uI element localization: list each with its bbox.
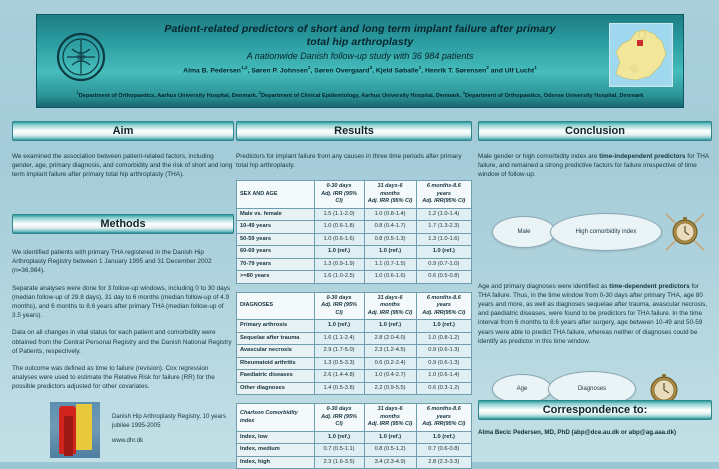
poster-title-line2: total hip arthroplasty [306, 36, 414, 48]
col-header-line2: Adj. IRR (95% CI) [321, 413, 357, 428]
section-header-results: Results [236, 121, 472, 141]
row-label: Avascular necrosis [237, 345, 315, 358]
aim-column [12, 152, 234, 180]
cell-value: 1.6 (1.1-2.4) [314, 332, 364, 345]
row-label: Index, low [237, 431, 315, 444]
cell-value: 2.3 (1.6-3.5) [314, 456, 364, 469]
col-header-line2: Adj. IRR(95% CI) [422, 309, 466, 316]
col-header-line1: 31 days-6 months [377, 183, 403, 197]
methods-column [12, 248, 234, 458]
cell-value: 1.4 (0.5-3.8) [314, 382, 364, 395]
row-label: Other diagnoses [237, 382, 315, 395]
conclusion-p1-bold: time-independent predictors [599, 153, 686, 160]
row-label: Sequelae after trauma [237, 332, 315, 345]
methods-paragraph-2: Separate analyses were done for 3 follow-up windows, including 0 to 30 days (median follow-up of 29.8 days), 31 day to 6 months (median follow-up of 4.9 months), and 6 months to 8.6 years after primary THA (median follow-up of 3.5 years). [12, 284, 231, 320]
table-row [237, 370, 472, 383]
col-header-line2: Adj. IRR(95% CI) [422, 421, 466, 428]
table-header-row [237, 404, 472, 432]
row-label: Index, high [237, 456, 315, 469]
cell-value: 1.0 (ref.) [364, 246, 416, 259]
poster-affiliations: $^1$Department of Orthopaedics, Aarhus University Hospital, Denmark. $^2$Department of Clinical Epidemiology, Aarhus University Hospital, Denmark. $^3$Department of Orthopaedics, Odense University Hospital, Denmark [76, 90, 644, 99]
section-header-aim: Aim [12, 121, 234, 141]
cell-value: 0.9 (0.7-1.0) [416, 258, 471, 271]
methods-paragraph-3: Data on all changes in vital status for each patient and comorbidity were obtained from the Central Personal Registry and the Danish National Registry of Patients, respectively. [12, 329, 232, 355]
table-col-header-0-30-days [314, 404, 364, 432]
table-row [237, 444, 472, 457]
table-col-header-6-months-8.6-years [416, 292, 471, 320]
cell-value: 0.6 (0.3-1.2) [416, 382, 471, 395]
conclusion-column [478, 152, 712, 416]
cell-value: 1.0 (0.6-1.8) [314, 221, 364, 234]
registry-credit-block [12, 402, 234, 458]
bubble-male: Male [492, 216, 556, 248]
col-header-line2: Adj. IRR (95% CI) [321, 190, 357, 205]
col-header-line1: 6 months-8.6 years [426, 406, 461, 420]
section-header-correspondence: Correspondence to: [478, 400, 712, 420]
table-col-header-6-months-8.6-years [416, 404, 471, 432]
correspondence-block [478, 428, 712, 437]
table-row [237, 456, 472, 469]
bubble-high-comorbidity-index: High comorbidity index [550, 213, 662, 251]
row-label: 70-79 years [237, 258, 315, 271]
cell-value: 2.8 (2.3-3.3) [416, 456, 471, 469]
conclusion-p2-bold: time-dependent predictors [609, 282, 690, 290]
results-table-charlson-comorbidity-index [236, 403, 472, 469]
col-header-line1: 31 days-6 months [377, 294, 403, 309]
methods-paragraph-1: We identified patients with primary THA registered in the Danish Hip Arthroplasty Registry between 1 January 1995 and 31 December 2002 (n=36,984). [12, 249, 212, 275]
cell-value: 1.0 (ref.) [416, 431, 471, 444]
cell-value: 0.8 (0.4-1.7) [364, 221, 416, 234]
table-col-header-0-30-days [314, 181, 364, 209]
table-col-header-0-30-days [314, 292, 364, 320]
table-row [237, 208, 472, 221]
bubble-age: Age [492, 374, 552, 404]
table-row [237, 258, 472, 271]
table-corner-label: DIAGNOSES [237, 292, 315, 320]
cell-value: 1.0 (0.4-2.7) [364, 370, 416, 383]
cell-value: 0.8 (0.5-1.3) [364, 233, 416, 246]
cell-value: 0.6 (0.5-0.8) [416, 271, 471, 284]
conclusion-paragraph-1 [478, 152, 712, 180]
cell-value: 1.0 (ref.) [416, 320, 471, 333]
section-header-methods: Methods [12, 214, 234, 234]
table-corner-label: Charlson Comorbidity index [237, 404, 315, 432]
aarhus-university-hospital-seal-icon [55, 31, 107, 83]
crossed-out-clock-icon [664, 212, 706, 252]
row-label: Male vs. female [237, 208, 315, 221]
danish-hip-arthroplasty-registry-cover-icon [50, 402, 100, 458]
cell-value: 1.0 (ref.) [364, 431, 416, 444]
cell-value: 3.4 (2.3-4.9) [364, 456, 416, 469]
cell-value: 1.0 (0.6-1.4) [416, 370, 471, 383]
cell-value: 1.2 (1.0-1.4) [416, 208, 471, 221]
row-label: Index, medium [237, 444, 315, 457]
table-col-header-31-days-6-months [364, 404, 416, 432]
row-label: 60-69 years [237, 246, 315, 259]
table-row [237, 431, 472, 444]
cell-value: 1.5 (1.1-2.0) [314, 208, 364, 221]
row-label: 50-59 years [237, 233, 315, 246]
cell-value: 1.0 (ref.) [364, 320, 416, 333]
col-header-line1: 31 days-6 months [377, 406, 403, 420]
cell-value: 2.3 (1.2-4.5) [364, 345, 416, 358]
poster-title-line1: Patient-related predictors of short and long term implant failure after primary [164, 23, 556, 35]
europe-denmark-map-icon [609, 23, 673, 87]
poster-title-block [117, 23, 603, 76]
results-column [236, 152, 472, 469]
row-label: 10-49 years [237, 221, 315, 234]
registry-credit-text [112, 412, 234, 445]
col-header-line1: 0-30 days [326, 294, 352, 301]
row-label: Rheumatoid arthritis [237, 357, 315, 370]
section-header-conclusion: Conclusion [478, 121, 712, 141]
cell-value: 0.7 (0.6-0.8) [416, 444, 471, 457]
registry-url[interactable]: www.dhr.dk [112, 436, 144, 444]
col-header-line2: Adj. IRR (95% CI) [367, 421, 413, 428]
cell-value: 1.0 (ref.) [314, 246, 364, 259]
time-independent-predictors-diagram [478, 208, 712, 256]
results-table-diagnoses [236, 292, 472, 396]
cell-value: 1.0 (ref.) [314, 320, 364, 333]
cell-value: 1.0 (0.6-1.6) [314, 233, 364, 246]
cell-value: 1.3 (0.5-3.3) [314, 357, 364, 370]
table-header-row [237, 292, 472, 320]
col-header-line1: 6 months-8.6 years [426, 183, 461, 197]
table-corner-label: SEX AND AGE [237, 181, 315, 209]
table-row [237, 246, 472, 259]
conclusion-p1-before: Male gender or high comorbidity index are [478, 153, 600, 160]
cell-value: 0.8 (0.5-1.2) [364, 444, 416, 457]
poster-authors: Alma B. Pedersen$^{1,2}$, Søren P. Johnsen$^2$, Søren Overgaard$^3$, Kjeld Søballe$^1$, Henrik T. Sørensen$^2$ and Ulf Lucht$^1$ [183, 66, 537, 75]
table-row [237, 332, 472, 345]
bubble-diagnoses: Diagnoses [548, 371, 636, 407]
cell-value: 1.7 (1.3-2.3) [416, 221, 471, 234]
col-header-line2: Adj. IRR (95% CI) [367, 198, 413, 205]
poster-header-banner [36, 14, 684, 108]
col-header-line2: Adj. IRR (95% CI) [367, 309, 413, 316]
table-row [237, 271, 472, 284]
table-col-header-31-days-6-months [364, 181, 416, 209]
row-label: >=80 years [237, 271, 315, 284]
cell-value: 0.7 (0.5-1.1) [314, 444, 364, 457]
col-header-line1: 0-30 days [326, 406, 352, 413]
conclusion-p2-after: for THA failure. Thus, in the time window from 0-30 days after primary THA, age 80 years and more, as well as diagnoses sequelae after trauma, avascular necrosis, and paediatric diseases, were found to be predictors for THA failure. In the time interval from 6 months to 8.6 years after surgery, age between 10-49 and 50-59 years were able to predict THA failure, whereas neither of diagnoses could be identify as predictor in this time window. [478, 282, 708, 345]
col-header-line1: 0-30 days [326, 183, 352, 190]
cell-value: 1.0 (ref.) [314, 431, 364, 444]
cell-value: 2.6 (1.4-4.8) [314, 370, 364, 383]
registry-caption: Danish Hip Arthroplasty Registry, 10 years jubilee 1995-2005 [112, 412, 227, 429]
table-row [237, 357, 472, 370]
methods-text [12, 248, 234, 392]
row-label: Primary arthrosis [237, 320, 315, 333]
cell-value: 0.9 (0.6-1.3) [416, 345, 471, 358]
conclusion-p2-before: Age and primary diagnoses were identified as [478, 282, 610, 290]
cell-value: 2.8 (2.0-4.0) [364, 332, 416, 345]
conclusion-paragraph-2 [478, 282, 712, 346]
table-row [237, 233, 472, 246]
results-intro-text: Predictors for implant failure from any causes in three time periods after primary total hip arthroplasty. [236, 153, 462, 170]
col-header-line1: 6 months-8.6 years [426, 294, 461, 309]
conclusion-p1-after: for THA failure, and remained a strong predictive factors for failure irrespective of time window of follow-up. [478, 153, 709, 179]
correspondence-text: Alma Becic Pedersen, MD, PhD (abp@dce.au.dk or abp@ag.aaa.dk) [478, 429, 677, 436]
col-header-line2: Adj. IRR(95% CI) [422, 198, 466, 205]
cell-value: 1.0 (0.8-1.2) [416, 332, 471, 345]
cell-value: 1.3 (0.9-1.9) [314, 258, 364, 271]
table-row [237, 345, 472, 358]
cell-value: 0.9 (0.6-1.3) [416, 357, 471, 370]
cell-value: 1.1 (0.7-1.5) [364, 258, 416, 271]
table-col-header-31-days-6-months [364, 292, 416, 320]
cell-value: 1.0 (ref.) [416, 246, 471, 259]
poster-subtitle: A nationwide Danish follow-up study with 36 984 patients [246, 51, 474, 61]
methods-paragraph-4: The outcome was defined as time to failure (revision). Cox regression analyses were used to estimate the Relative Risk for failure (RR) for the possible predictors adjusted for other covariates. [12, 365, 215, 391]
table-row [237, 320, 472, 333]
cell-value: 0.6 (0.2-2.4) [364, 357, 416, 370]
cell-value: 2.2 (0.9-5.5) [364, 382, 416, 395]
col-header-line2: Adj. IRR (95% CI) [321, 302, 357, 316]
table-row [237, 221, 472, 234]
cell-value: 1.0 (0.6-1.6) [364, 271, 416, 284]
aim-text: We examined the association between patient-related factors, including gender, age, primary diagnosis, and comorbidity and the risk of short and long term implant failure after primary total hip arthroplasty (THA). [12, 153, 233, 179]
cell-value: 1.3 (1.0-1.6) [416, 233, 471, 246]
table-row [237, 382, 472, 395]
table-col-header-6-months-8.6-years [416, 181, 471, 209]
cell-value: 1.0 (0.8-1.4) [364, 208, 416, 221]
cell-value: 1.6 (1.0-2.5) [314, 271, 364, 284]
results-table-sex-and-age [236, 180, 472, 284]
table-header-row [237, 181, 472, 209]
row-label: Paediatric diseases [237, 370, 315, 383]
cell-value: 2.9 (1.7-5.0) [314, 345, 364, 358]
